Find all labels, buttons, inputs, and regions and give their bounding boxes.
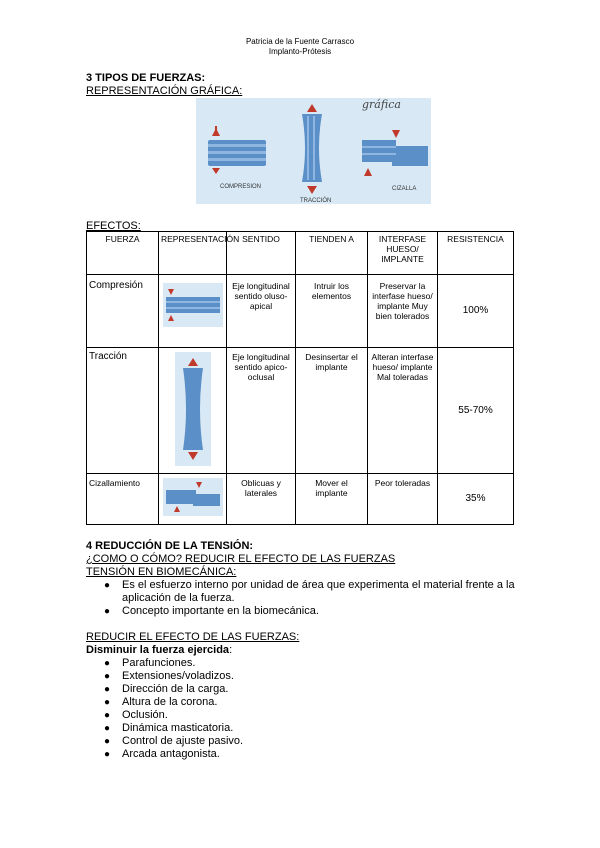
section4-subtitle: TENSIÓN EN BIOMECÁNICA: xyxy=(86,566,237,578)
cell-tienden: Desinsertar el implante xyxy=(296,348,368,474)
effects-table xyxy=(86,231,514,525)
label-cizalla: CIZALLA xyxy=(392,186,417,192)
cell-fuerza: Compresión xyxy=(87,275,159,348)
list-item: ● Es el esfuerzo interno por unidad de área que experimenta el material frente a la aplicación de la fuerza. xyxy=(104,579,515,604)
list-item: ● Altura de la corona. xyxy=(104,696,218,708)
reduce-title: REDUCIR EL EFECTO DE LAS FUERZAS: xyxy=(86,631,300,643)
forces-drawing xyxy=(196,98,431,204)
table-header-row xyxy=(87,232,514,275)
table-row xyxy=(87,474,514,525)
header-representacion: REPRESENTACIÓN xyxy=(159,232,227,275)
reduce-subtitle: Disminuir la fuerza ejercida: xyxy=(86,644,233,656)
label-grafica: gráfica xyxy=(362,98,401,111)
compression-figure xyxy=(208,126,266,174)
cell-fuerza: Cizallamiento xyxy=(87,474,159,525)
compression-thumbnail xyxy=(163,283,223,327)
list-item: ● Dinámica masticatoria. xyxy=(104,722,234,734)
cell-sentido: Eje longitudinal sentido apico- oclusal xyxy=(227,348,296,474)
table-row xyxy=(87,348,514,474)
section4-title: 4 REDUCCIÓN DE LA TENSIÓN: xyxy=(86,540,254,552)
cell-interfase: Alteran interfase hueso/ implante Mal toleradas xyxy=(368,348,438,474)
header-subject: Implanto-Prótesis xyxy=(268,47,332,56)
cell-fuerza: Tracción xyxy=(87,348,159,474)
traction-thumbnail xyxy=(175,352,211,466)
list-item: ● Control de ajuste pasivo. xyxy=(104,735,244,747)
label-compresion: COMPRESION xyxy=(220,184,262,190)
cell-interfase: Peor toleradas xyxy=(368,474,438,525)
section3-subtitle: REPRESENTACIÓN GRÁFICA: xyxy=(86,85,243,97)
list-item: ● Oclusión. xyxy=(104,709,168,721)
header-author: Patricia de la Fuente Carrasco xyxy=(245,37,355,46)
list-item: ● Parafunciones. xyxy=(104,657,196,669)
traction-figure xyxy=(302,104,322,194)
list-item: ● Concepto importante en la biomecánica. xyxy=(104,605,319,617)
section3-title: 3 TIPOS DE FUERZAS: xyxy=(86,72,206,84)
cell-resistencia: 35% xyxy=(438,474,514,525)
cell-sentido: Eje longitudinal sentido oluso- apical xyxy=(227,275,296,348)
cell-representacion xyxy=(159,275,227,348)
cell-tienden: Intruir los elementos xyxy=(296,275,368,348)
header-interfase: INTERFASE HUESO/ IMPLANTE xyxy=(368,232,438,275)
cell-representacion xyxy=(159,348,227,474)
cell-resistencia: 100% xyxy=(438,275,514,348)
cell-resistencia: 55-70% xyxy=(438,348,514,474)
shear-thumbnail xyxy=(163,478,223,516)
table-row xyxy=(87,275,514,348)
header-fuerza: FUERZA xyxy=(87,232,159,275)
header-tienden: TIENDEN A xyxy=(296,232,368,275)
cell-interfase: Preservar la interfase hueso/ implante Muy bien tolerados xyxy=(368,275,438,348)
forces-illustration xyxy=(196,98,431,204)
section4-question: ¿COMO O CÓMO? REDUCIR EL EFECTO DE LAS FUERZAS xyxy=(86,553,396,565)
label-traccion: TRACCIÓN xyxy=(300,198,332,204)
list-item: ● Dirección de la carga. xyxy=(104,683,229,695)
shear-figure xyxy=(362,130,428,176)
cell-tienden: Mover el implante xyxy=(296,474,368,525)
cell-sentido: Oblicuas y laterales xyxy=(227,474,296,525)
header-sentido: SENTIDO xyxy=(227,232,296,275)
effects-title: EFECTOS: xyxy=(86,220,141,232)
list-item: ● Arcada antagonista. xyxy=(104,748,220,760)
header-resistencia: RESISTENCIA xyxy=(438,232,514,275)
list-item: ● Extensiones/voladizos. xyxy=(104,670,234,682)
cell-representacion xyxy=(159,474,227,525)
